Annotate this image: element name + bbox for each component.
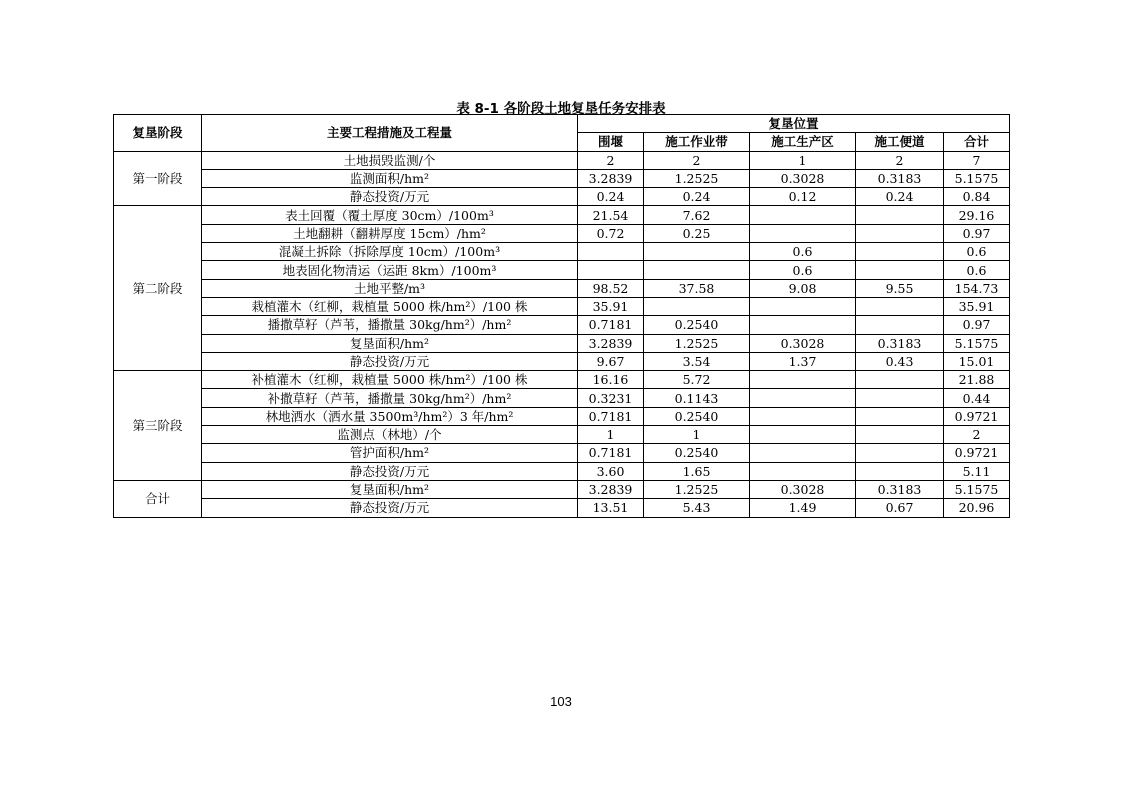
total-cell: 29.16: [944, 206, 1010, 224]
header-row-1: [114, 115, 1010, 133]
work-belt-cell: 1.65: [644, 462, 750, 480]
total-cell: 154.73: [944, 279, 1010, 297]
measure-cell: 栽植灌木（红柳，栽植量 5000 株/hm²）/100 株: [202, 297, 578, 315]
work-belt-cell: 1: [644, 426, 750, 444]
cofferdam-cell: 0.7181: [578, 407, 644, 425]
production-area-cell: 1: [750, 151, 856, 169]
stage-cell: 第三阶段: [114, 371, 202, 481]
work-belt-cell: 0.2540: [644, 444, 750, 462]
table-row: [114, 261, 1010, 279]
table-row: [114, 151, 1010, 169]
access-road-cell: [856, 444, 944, 462]
access-road-cell: [856, 224, 944, 242]
access-road-cell: [856, 389, 944, 407]
table-row: [114, 279, 1010, 297]
production-area-cell: [750, 389, 856, 407]
cofferdam-cell: 0.72: [578, 224, 644, 242]
production-area-cell: [750, 224, 856, 242]
total-cell: 15.01: [944, 352, 1010, 370]
table-row: [114, 499, 1010, 517]
measure-cell: 土地翻耕（翻耕厚度 15cm）/hm²: [202, 224, 578, 242]
access-road-cell: 0.67: [856, 499, 944, 517]
measure-cell: 地表固化物清运（运距 8km）/100m³: [202, 261, 578, 279]
access-road-cell: [856, 316, 944, 334]
cofferdam-cell: 0.24: [578, 188, 644, 206]
work-belt-cell: 0.24: [644, 188, 750, 206]
table-row: [114, 426, 1010, 444]
access-road-cell: 9.55: [856, 279, 944, 297]
access-road-cell: [856, 206, 944, 224]
access-road-cell: [856, 462, 944, 480]
cofferdam-cell: 21.54: [578, 206, 644, 224]
access-road-cell: [856, 243, 944, 261]
work-belt-cell: 5.43: [644, 499, 750, 517]
total-cell: 0.6: [944, 243, 1010, 261]
production-area-cell: 0.12: [750, 188, 856, 206]
access-road-cell: 0.24: [856, 188, 944, 206]
production-area-cell: 9.08: [750, 279, 856, 297]
measure-cell: 监测面积/hm²: [202, 169, 578, 187]
measure-cell: 林地洒水（洒水量 3500m³/hm²）3 年/hm²: [202, 407, 578, 425]
measure-cell: 静态投资/万元: [202, 462, 578, 480]
access-road-cell: 2: [856, 151, 944, 169]
total-cell: 0.97: [944, 316, 1010, 334]
access-road-cell: [856, 407, 944, 425]
measure-cell: 复垦面积/hm²: [202, 480, 578, 498]
access-road-cell: 0.43: [856, 352, 944, 370]
total-cell: 0.97: [944, 224, 1010, 242]
production-area-cell: 0.6: [750, 261, 856, 279]
table-row: [114, 389, 1010, 407]
work-belt-cell: 2: [644, 151, 750, 169]
work-belt-cell: [644, 297, 750, 315]
total-cell: 20.96: [944, 499, 1010, 517]
production-area-cell: 1.49: [750, 499, 856, 517]
total-cell: 5.1575: [944, 480, 1010, 498]
measure-cell: 监测点（林地）/个: [202, 426, 578, 444]
header-col-total: 合计: [944, 133, 1010, 151]
measure-cell: 静态投资/万元: [202, 499, 578, 517]
work-belt-cell: [644, 261, 750, 279]
cofferdam-cell: 3.2839: [578, 480, 644, 498]
access-road-cell: 0.3183: [856, 169, 944, 187]
work-belt-cell: 1.2525: [644, 169, 750, 187]
work-belt-cell: [644, 243, 750, 261]
table-row: [114, 316, 1010, 334]
header-col-work-belt: 施工作业带: [644, 133, 750, 151]
work-belt-cell: 1.2525: [644, 480, 750, 498]
total-cell: 5.1575: [944, 334, 1010, 352]
work-belt-cell: 0.1143: [644, 389, 750, 407]
production-area-cell: [750, 371, 856, 389]
page-number: 103: [550, 694, 572, 709]
cofferdam-cell: 3.2839: [578, 334, 644, 352]
cofferdam-cell: 13.51: [578, 499, 644, 517]
measure-cell: 静态投资/万元: [202, 352, 578, 370]
table-row: [114, 243, 1010, 261]
measure-cell: 土地损毁监测/个: [202, 151, 578, 169]
cofferdam-cell: [578, 261, 644, 279]
access-road-cell: [856, 261, 944, 279]
production-area-cell: [750, 462, 856, 480]
table-row: [114, 371, 1010, 389]
production-area-cell: 1.37: [750, 352, 856, 370]
header-measures: 主要工程措施及工程量: [202, 115, 578, 152]
total-cell: 0.44: [944, 389, 1010, 407]
total-cell: 0.9721: [944, 444, 1010, 462]
total-cell: 0.6: [944, 261, 1010, 279]
cofferdam-cell: 35.91: [578, 297, 644, 315]
work-belt-cell: 37.58: [644, 279, 750, 297]
production-area-cell: [750, 206, 856, 224]
cofferdam-cell: 16.16: [578, 371, 644, 389]
total-cell: 21.88: [944, 371, 1010, 389]
measure-cell: 播撒草籽（芦苇，播撒量 30kg/hm²）/hm²: [202, 316, 578, 334]
cofferdam-cell: 1: [578, 426, 644, 444]
work-belt-cell: 0.2540: [644, 316, 750, 334]
work-belt-cell: 3.54: [644, 352, 750, 370]
table-row: [114, 407, 1010, 425]
measure-cell: 混凝土拆除（拆除厚度 10cm）/100m³: [202, 243, 578, 261]
production-area-cell: 0.6: [750, 243, 856, 261]
cofferdam-cell: 9.67: [578, 352, 644, 370]
measure-cell: 静态投资/万元: [202, 188, 578, 206]
header-col-access-road: 施工便道: [856, 133, 944, 151]
work-belt-cell: 5.72: [644, 371, 750, 389]
measure-cell: 复垦面积/hm²: [202, 334, 578, 352]
work-belt-cell: 0.25: [644, 224, 750, 242]
cofferdam-cell: 3.2839: [578, 169, 644, 187]
total-cell: 5.1575: [944, 169, 1010, 187]
total-cell: 35.91: [944, 297, 1010, 315]
work-belt-cell: 1.2525: [644, 334, 750, 352]
table-body: [114, 151, 1010, 517]
access-road-cell: [856, 371, 944, 389]
production-area-cell: 0.3028: [750, 334, 856, 352]
table-row: [114, 224, 1010, 242]
production-area-cell: [750, 444, 856, 462]
total-cell: 0.9721: [944, 407, 1010, 425]
work-belt-cell: 7.62: [644, 206, 750, 224]
measure-cell: 管护面积/hm²: [202, 444, 578, 462]
access-road-cell: [856, 297, 944, 315]
stage-cell: 第一阶段: [114, 151, 202, 206]
production-area-cell: 0.3028: [750, 169, 856, 187]
cofferdam-cell: 0.3231: [578, 389, 644, 407]
header-location: 复垦位置: [578, 115, 1010, 133]
cofferdam-cell: 3.60: [578, 462, 644, 480]
production-area-cell: [750, 407, 856, 425]
table-row: [114, 297, 1010, 315]
measure-cell: 表土回覆（覆土厚度 30cm）/100m³: [202, 206, 578, 224]
stage-cell: 第二阶段: [114, 206, 202, 371]
total-cell: 2: [944, 426, 1010, 444]
access-road-cell: [856, 426, 944, 444]
table-row: [114, 444, 1010, 462]
total-cell: 5.11: [944, 462, 1010, 480]
header-col-production-area: 施工生产区: [750, 133, 856, 151]
measure-cell: 土地平整/m³: [202, 279, 578, 297]
measure-cell: 补植灌木（红柳，栽植量 5000 株/hm²）/100 株: [202, 371, 578, 389]
table-title: 表 8-1 各阶段土地复垦任务安排表: [456, 101, 666, 117]
reclamation-task-table: [113, 114, 1010, 518]
table-row: [114, 462, 1010, 480]
table-row: [114, 188, 1010, 206]
cofferdam-cell: 0.7181: [578, 316, 644, 334]
production-area-cell: [750, 297, 856, 315]
header-col-cofferdam: 围堰: [578, 133, 644, 151]
cofferdam-cell: 2: [578, 151, 644, 169]
total-cell: 7: [944, 151, 1010, 169]
production-area-cell: [750, 426, 856, 444]
work-belt-cell: 0.2540: [644, 407, 750, 425]
table-row: [114, 206, 1010, 224]
measure-cell: 补撒草籽（芦苇，播撒量 30kg/hm²）/hm²: [202, 389, 578, 407]
table-row: [114, 480, 1010, 498]
header-stage: 复垦阶段: [114, 115, 202, 152]
stage-cell: 合计: [114, 480, 202, 517]
production-area-cell: 0.3028: [750, 480, 856, 498]
cofferdam-cell: 0.7181: [578, 444, 644, 462]
cofferdam-cell: 98.52: [578, 279, 644, 297]
total-cell: 0.84: [944, 188, 1010, 206]
access-road-cell: 0.3183: [856, 480, 944, 498]
production-area-cell: [750, 316, 856, 334]
table-row: [114, 334, 1010, 352]
access-road-cell: 0.3183: [856, 334, 944, 352]
table-row: [114, 169, 1010, 187]
cofferdam-cell: [578, 243, 644, 261]
table-row: [114, 352, 1010, 370]
